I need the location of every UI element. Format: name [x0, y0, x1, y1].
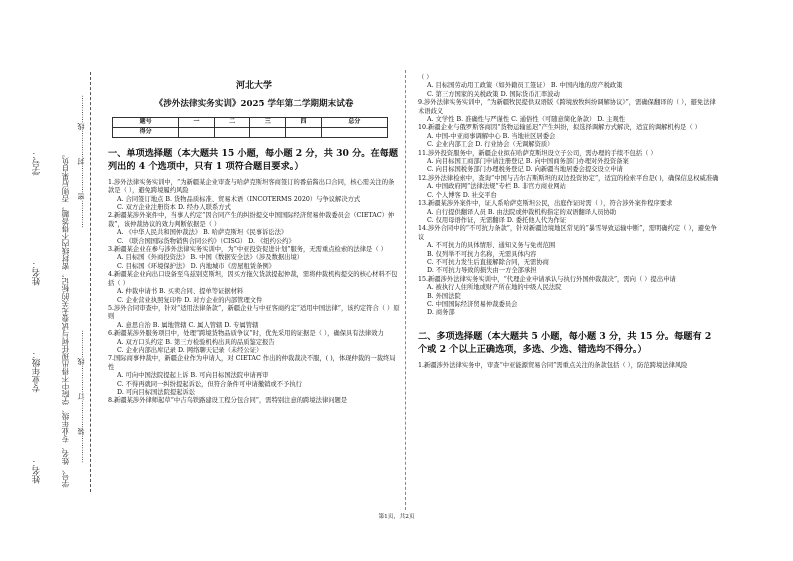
question-item: [418, 99, 722, 124]
score-cell: 得分: [113, 127, 179, 137]
question-item: [418, 175, 722, 200]
question-item: [108, 246, 400, 271]
question-item: [418, 124, 722, 149]
question-item: [108, 212, 400, 246]
question-option: A. 向目标国工商部门申请注册登记 B. 向中国商务部门办理对外投资备案: [427, 158, 629, 166]
question-stem: 11.涉外投资服务中，新疆企业拟在哈萨克斯坦设立子公司，需办理的手续不包括（ ）: [418, 149, 657, 157]
score-table-header-row: [113, 117, 388, 127]
question-stem: 10.新疆企业与俄罗斯客商因“货物运输延迟”产生纠纷，拟选择调解方式解决，适宜的调解机构是（ ）: [418, 124, 701, 132]
name-label: 姓名：: [32, 260, 42, 286]
question-option: D. 可向目标国法院提起诉讼: [117, 388, 196, 396]
question-item: [108, 355, 400, 397]
page-footer: 第1页，共2页: [378, 514, 415, 520]
question-option: A. 仲裁申请书 B. 买卖合同、提单等证据材料: [117, 288, 244, 296]
major-label: 专业年级：: [32, 350, 42, 393]
question-item: [418, 150, 722, 175]
question-option: C. 中国国际经济贸易仲裁委员会: [427, 300, 518, 308]
question-item: [108, 179, 400, 213]
question-item: [418, 362, 722, 370]
question-stem: 14.涉外合同中的“不可抗力条款”，针对新疆边境地区常见的“暴雪导致运输中断”，需明确约定（ ），避免争议: [418, 225, 717, 241]
question-option: C. 不可抗力发生后直接解除合同，无需协商: [427, 258, 549, 266]
score-table-score-row: [113, 127, 388, 137]
question-option: C. 双方企业注册资本 D. 经办人联系方式: [117, 204, 231, 212]
score-input-cell[interactable]: [250, 127, 286, 137]
binding-margin: [0, 0, 104, 561]
name-bottom-label: 姓名：: [32, 458, 42, 484]
question-option: A. 自行提供翻译人员 B. 由法院或仲裁机构指定的双语翻译人员协助: [427, 208, 617, 216]
question-option: C. 仅用母语作证，无需翻译 D. 委托他人代为作证: [427, 216, 567, 224]
question-option: C. 第三方国家的关税政策 D. 国际货币汇率波动: [427, 90, 560, 98]
question-option: C. 目标国《环境保护法》 D. 内地城市《房屋租赁条例》: [117, 262, 275, 270]
question-stem: 9.涉外法律实务实训中，“为新疆牧民提供双语版《跨境放牧纠纷调解协议》”，需确保翻译的（ ），避免法律术语歧义: [418, 99, 716, 115]
score-input-cell[interactable]: [286, 127, 322, 137]
question-option: A. 可向中国法院提起上诉 B. 可向目标国法院申请再审: [117, 372, 269, 380]
school-name: 河北大学: [235, 81, 272, 91]
left-question-list: [108, 179, 400, 406]
section-2-title: 二、多项选择题（本大题共 5 小题，每小题 3 分，共 15 分。每题有 2 个或 2 个以上正确选项，多选、少选、错选均不得分。）: [418, 330, 712, 355]
question-option: D. 商务部: [427, 309, 455, 317]
seal-line-text-a: …………密…………封…………线…………: [77, 95, 85, 228]
section-1-title: 一、单项选择题（本大题共 15 小题，每小题 2 分，共 30 分。在每题列出的 4 个选项中，只有 1 项符合题目要求。）: [108, 147, 399, 172]
question-stem: 2.新疆某涉外案件中，当事人约定“因合同产生的纠纷提交中国国际经济贸易仲裁委员会（CIETAC）仲裁”，该仲裁协议的效力判断依据是（ ）: [108, 212, 395, 228]
question-option: A. 意思自治 B. 属地管辖 C. 属人管辖 D. 专属管辖: [117, 321, 259, 329]
question-option: B. 仅列举不可抗力名称，无需具体内容: [427, 250, 537, 258]
score-cell: 题号: [113, 117, 179, 127]
question-option: C. 向目标国税务部门办理税务登记 D. 向新疆当地居委会提交设立申请: [427, 166, 623, 174]
question-item: [108, 330, 400, 355]
question-item: [108, 271, 400, 305]
question-stem: 1.涉外法律实务实训中，“为新疆某企业审查与哈萨克斯坦客商签订的番茄酱出口合同，核心需关注的条款是（ ），避免跨境履约风险: [108, 178, 395, 195]
question-stem: 5.涉外合同审查中，针对“适用法律条款”，新疆企业与中亚客商约定“适用中国法律”，该约定符合（ ）原则: [108, 304, 400, 321]
score-table: [112, 117, 388, 138]
right-question-list: [418, 74, 722, 318]
question-option: A. 目标国《外商投资法》 B. 中国《数据安全法》（涉及数据出境）: [117, 254, 304, 262]
exam-title: 《涉外法律实务实训》2025 学年第二学期期末试卷: [154, 99, 354, 110]
question-option: C. 《联合国国际货物销售合同公约》（CISG） D. 《纽约公约》: [117, 237, 295, 245]
question-option: A. 中国-中亚商事调解中心 B. 当地社区居委会: [427, 132, 556, 140]
score-cell: 三: [250, 117, 286, 127]
question-item: [418, 200, 722, 225]
question-stem: 13.新疆某涉外案件中，证人系哈萨克斯坦公民，出庭作证时需（ ），符合涉外案件程序要求: [418, 200, 673, 208]
question-stem: 4.新疆某企业向出口设备至乌兹别克斯坦，因买方拖欠货款提起仲裁，需将仲裁机构提交的核心材料不包括（ ）: [108, 271, 398, 287]
score-cell: 总分: [321, 117, 387, 127]
question-option: C. 企业营业执照复印件 D. 对方企业的内部管理文件: [117, 296, 263, 304]
question-option: B. 外国法院: [427, 292, 461, 300]
question-item: [108, 397, 400, 405]
question-option: A. 被执行人住所地或财产所在地的中级人民法院: [427, 284, 562, 292]
question-stem: （ ）: [418, 74, 433, 81]
question-option: A. 合同签订地点 B. 货物品质标准、贸易术语（INCOTERMS 2020）与争议解决方式: [117, 195, 361, 203]
score-cell: 一: [179, 117, 215, 127]
question-item: [418, 276, 722, 318]
question-option: A. 中国政府网“法律法规”专栏 B. 非官方商业网站: [427, 183, 566, 191]
seal-line-text-b: …………装…………订…………线…………: [77, 330, 85, 463]
score-cell: 二: [214, 117, 250, 127]
question-option: A. 文学性 B. 准确性与严谨性 C. 通俗性（可随意简化条款） D. 主观性: [427, 116, 626, 124]
score-cell: 四: [286, 117, 322, 127]
question-stem: 7.国际商事仲裁中，新疆企业作为申请人，对 CIETAC 作出的仲裁裁决不服，( )，体现仲裁的一裁终局性: [108, 355, 396, 371]
left-column: [108, 0, 400, 406]
question-option: C. 企业内部工会 D. 行业协会（无调解资质）: [427, 141, 554, 149]
question-item: [108, 305, 400, 330]
question-stem: 1.新疆涉外法律实务中，审查“中亚能源贸易合同”需重点关注的条款包括（ ），防范跨境法律风险: [418, 361, 688, 369]
question-option: A. 《中华人民共和国仲裁法》 B. 哈萨克斯坦《民事诉讼法》: [117, 229, 288, 237]
seal-dashed-line: [90, 72, 91, 492]
question-item: [418, 74, 722, 99]
right-column: [418, 74, 722, 370]
question-option: A. 双方口头约定 B. 第三方检验机构出具的品质鉴定报告: [117, 338, 275, 346]
question-stem: 8.新疆某涉外律师起草“中吉乌铁路建设工程分包合同”，需特别注意的跨境法律问题是: [108, 397, 348, 405]
binding-warning-text: 学号、姓名、专业年级、学院中不得出现任何与试卷无关的标记，密封线内不得答题，否则后果自负。: [61, 150, 70, 488]
question-option: C. 不得再就同一纠纷提起诉讼，但符合条件可申请撤销或不予执行: [117, 380, 302, 388]
question-option: C. 企业内部出库记录 D. 网络聊天记录（未经公证）: [117, 346, 263, 354]
question-stem: 6.新疆某涉外服务项目中，处理“跨境货物品质争议”时，优先采用的证据是（ ），确保具有法律效力: [108, 330, 384, 338]
question-stem: 3.新疆某企业在参与涉外法律实务实训中，为“中亚投资促进计划”服务，无需重点检索的法律是（ ）: [108, 246, 387, 254]
question-stem: 12.涉外法律检索中，查询“中国与吉尔吉斯斯坦的双边投资协定”，适宜的检索平台是( )，确保信息权威准确: [418, 174, 719, 182]
question-option: A. 目标国劳动用工政策（如外籍员工签证） B. 中国内地的房产税政策: [427, 82, 623, 90]
student-no-label: 学号：: [32, 150, 42, 176]
question-stem: 15.新疆涉外法律实务实训中，“代理企业申请承认与执行外国仲裁裁决”，需向（ ）提出申请: [418, 275, 676, 283]
question-option: C. 个人博客 D. 社交平台: [427, 191, 497, 199]
question-option: A. 不可抗力的具体情形、通知义务与免责范围: [427, 242, 556, 250]
question-option: D. 不可抗力导致的损失由一方全部承担: [427, 267, 537, 275]
score-input-cell[interactable]: [321, 127, 387, 137]
column-separator: [405, 70, 406, 510]
score-input-cell[interactable]: [179, 127, 215, 137]
score-input-cell[interactable]: [214, 127, 250, 137]
question-item: [418, 225, 722, 275]
